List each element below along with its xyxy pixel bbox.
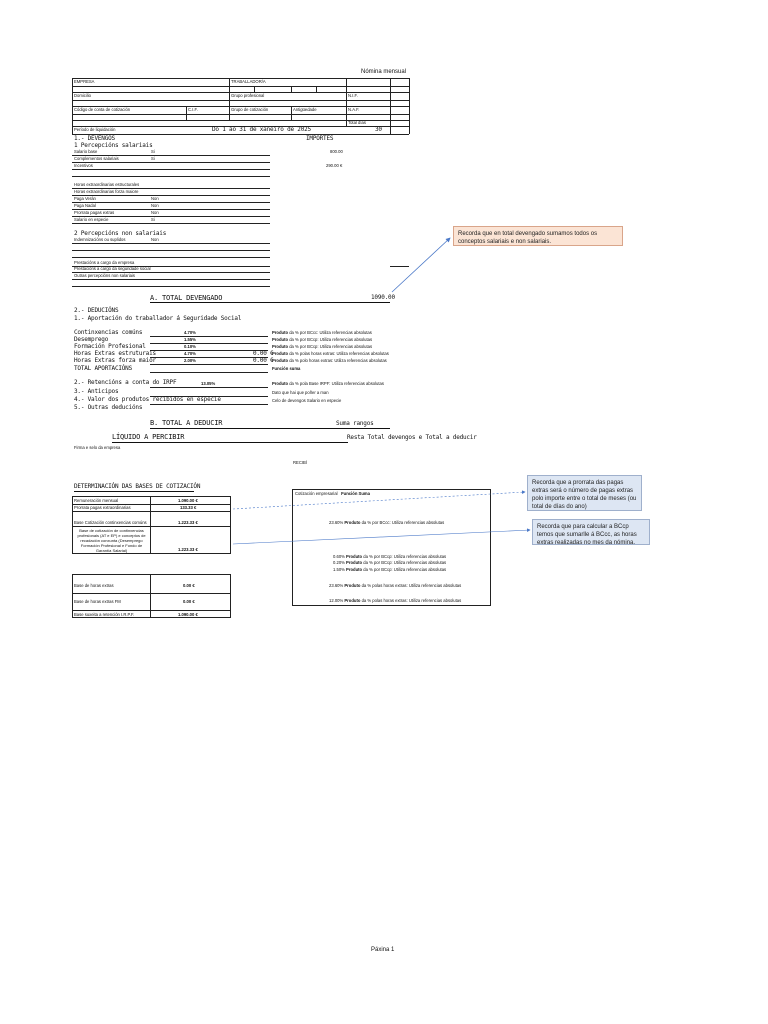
arrow-note-2 [233,492,525,509]
list-item-flag: Si [151,149,155,154]
total-aportacions-label: TOTAL APORTACIÓNS [74,365,133,372]
irpf-pct: 13.05% [201,381,216,386]
list-item: Paga Verán [74,196,96,201]
total-deducir-label: B. TOTAL A DEDUCIR [150,419,223,427]
total-aportacions-note: Función suma [272,366,301,371]
firma-label: Firma e selo da empresa [74,445,121,450]
table-cell: 133.33 € [180,505,197,510]
deduction-label: Horas Extras estruturais [74,350,156,357]
anticipos-label: 3.- Anticipos [74,388,119,395]
list-item-flag: Si [151,217,155,222]
list-item-flag: Non [151,203,159,208]
table-cell: 1.090.00 € [178,498,198,503]
arrow-note-3 [233,530,530,544]
list-item: Salario en especie [74,217,109,222]
deduction-note: Produto da % polo horas extras: Utiliza referencias absolutas [272,358,387,363]
trabajador-label: TRABALLADOR/A [231,79,266,84]
list-item: Horas extraordinarias estructurales [74,182,140,187]
cotizacion-empresarial-title: Cotización empresarial Función Suma [295,491,370,496]
grupo-cotizacion-label: Grupo de cotización [231,107,269,112]
list-item: Incentivos [74,163,93,168]
list-item: Horas extraordinarias forza maiore [74,189,139,194]
deducions-title: 2.- DEDUCIÓNS [74,307,119,314]
deduction-label: Continxencias comúns [74,329,143,336]
table-row: Prorrata pagas extraordinarias [74,505,131,510]
total-dias-label: Total días [348,120,366,125]
list-item-flag: Non [151,237,159,242]
list-item: Prorrata pagas extras [74,210,115,215]
table-row: Base Cotización continxencias comúns [74,520,147,525]
table-cell: 1.223.33 € [178,547,198,552]
table-row: Base de horas extras [74,583,114,588]
cotizacion-row: 23.60% Produto da % por BCcc: Utiliza referencias absolutas [329,520,445,525]
especie-note: Celo de devengos Salario en especie [272,398,342,403]
percepcions-non-salariais-title: 2 Percepcións non salariais [74,230,167,237]
anticipos-note: Dato que hai que poñer a man [272,390,329,395]
table-cell: 1.090.00 € [178,612,198,617]
note-bccp: Recorda que para calcular a BCcp temos que sumarlle á BCcc, as horas extras realizadas no mes da nómina. [532,519,650,545]
arrow-note-1 [392,238,450,292]
cotizacion-row: 0.20% Produto da % por BCcp: Utiliza referencias absolutas [333,560,447,565]
total-devengado-value: 1090.00 [371,294,395,301]
dias-value: 30 [375,126,382,133]
deduction-pct: 0.10% [184,344,196,349]
cotizacion-row: 12.00% Produto da % polas horas extras: Utiliza referencias absolutas [329,598,462,603]
cif-label: C.I.F. [188,107,198,112]
list-item-flag: Non [151,210,159,215]
table-cell: 1.223.33 € [178,520,198,525]
deduction-note: Produto da % por BCcc: Utiliza referencias absolutas [272,330,372,335]
total-deducir-note: Suma rangos [336,420,374,427]
domicilio-label: Domicilio [74,93,91,98]
cotizacion-row: 1.50% Produto da % por BCcp: Utiliza referencias absolutas [333,567,447,572]
deduction-label: Formación Profesional [74,343,146,350]
list-item-flag: Non [151,196,159,201]
page-number: Páxina 1 [371,947,395,953]
especie-label: 4.- Valor dos produtos recibidos en especie [74,396,221,403]
outras-deducions-label: 5.- Outras deducións [74,404,143,411]
salario-base-amount: 800.00 [330,149,343,154]
deduction-pct: 2.00% [184,358,196,363]
deduction-label: Desemprego [74,336,109,343]
list-item: Outras percepcións non salariais [74,273,135,278]
document-title: Nómina mensual [361,69,407,75]
list-item: Salario base [74,149,98,154]
importes-header: IMPORTES [306,135,334,142]
list-item: Indemnizacións ou suplidos [74,237,126,242]
nif-label: N.I.F. [348,93,358,98]
cotizacion-row: 0.60% Produto da % por BCcp: Utiliza referencias absolutas [333,554,447,559]
deduction-note: Produto da % por BCcp: Utiliza referencias absolutas [272,344,373,349]
total-devengado-label: A. TOTAL DEVENGADO [150,294,223,302]
table-cell: 0.00 € [183,599,195,604]
table-row: Base de horas extras FM [74,599,121,604]
deduction-label: Horas Extras forza maior [74,357,156,364]
antiguedade-label: Antigüedade [293,107,317,112]
list-item-flag: Si [151,156,155,161]
aportacion-title: 1.- Aportación do traballador á Seguridade Social [74,315,242,322]
deduction-note: Produto da % por BCcp: Utiliza referencias absolutas [272,337,373,342]
deduction-amount: 0.00 € [253,350,274,357]
irpf-label: 2.- Retencións a conta do IRPF [74,379,177,386]
liquido-note: Resta Total devengos e Total a deducir [347,434,477,441]
list-item: Complementos salariais [74,156,119,161]
incentivos-amount: 290.00 € [326,163,343,168]
deduction-pct: 1.55% [184,337,196,342]
periodo-label: Período de liquidación [74,127,116,132]
liquido-label: LÍQUIDO A PERCIBIR [112,433,185,441]
grupo-profesional-label: Grupo profesional [231,93,265,98]
bases-title: DETERMINACIÓN DAS BASES DE COTIZACIÓN [74,483,201,490]
cotizacion-row: 23.60% Produto da % polas horas extras: Utiliza referencias absolutas [329,583,462,588]
codigo-ccc-label: Código de conta de cotización [74,107,131,112]
deduction-pct: 4.70% [184,330,196,335]
note-prorrata: Recorda que a prorrata das pagas extras será o número de pagas extras polo importe entre o total de meses (ou total de días do ano) [527,475,642,511]
percepcions-salariais-title: 1 Percepcións salariais [74,142,153,149]
list-item: Prestacións a cargo da seguridade social [74,266,151,271]
periodo-value: Do 1 ao 31 de xaneiro de 2025 [212,126,311,133]
list-item: Prestacións a cargo da empresa [74,260,135,265]
note-total-devengado: Recorda que en total devengado sumamos todos os conceptos salariais e non salariais. [453,226,623,246]
deduction-amount: 0.00 € [253,357,274,364]
naf-label: N.A.F. [348,107,360,112]
table-row: Base suxeita a retención I.R.P.F. [74,612,135,617]
table-cell: 0.00 € [183,583,195,588]
table-row: Base de cotización de continxencias profesionais (AT e EP) e conceptos de recadación conxunta (Desemprego Formación Profesional e Fondo de Garantía Salarial) [77,528,146,553]
empresa-label: EMPRESA [74,79,95,84]
deduction-pct: 4.70% [184,351,196,356]
recibi-label: RECIBÍ [293,460,307,465]
list-item: Paga Nadal [74,203,96,208]
table-row: Remuneración mensual [74,498,119,503]
deduction-note: Produto da % polas horas extras: Utiliza referencias absolutas [272,351,389,356]
devengos-title: 1.- DEVENGOS [74,135,115,142]
irpf-note: Produto da % pola Base IRPF: Utiliza referencias absolutas [272,381,384,386]
